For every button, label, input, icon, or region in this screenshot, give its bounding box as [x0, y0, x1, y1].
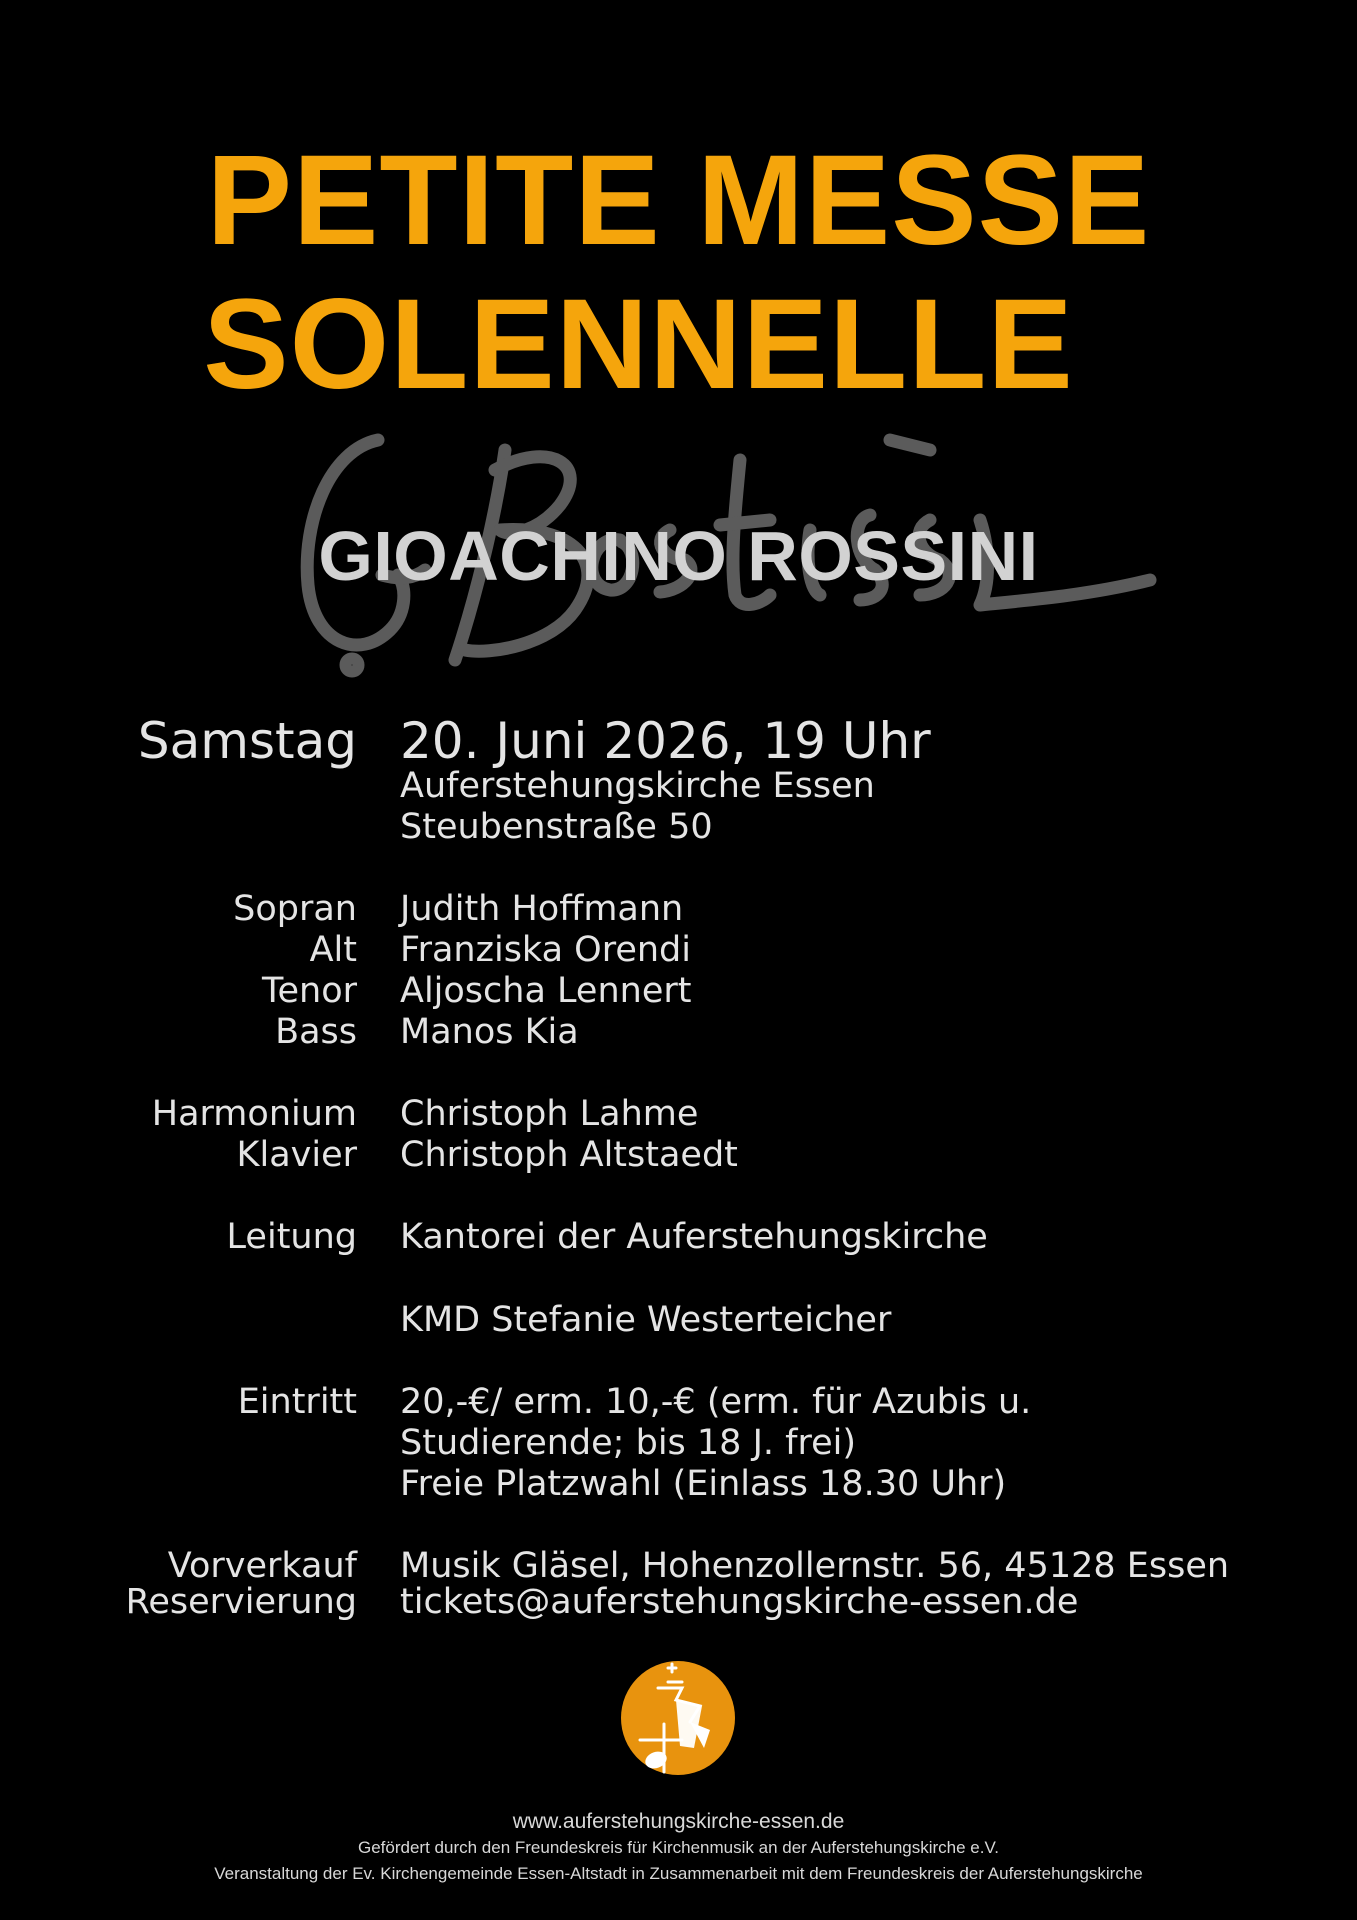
footer-sponsor: Gefördert durch den Freundeskreis für Kirchenmusik an der Auferstehungskirche e.V.: [358, 1838, 999, 1857]
role-label-harmonium: Harmonium: [151, 1094, 357, 1134]
soloist-bass: Manos Kia: [400, 1012, 579, 1052]
church-music-logo-icon: [620, 1660, 736, 1776]
presale-label: Vorverkauf: [167, 1546, 357, 1586]
choir-name: Kantorei der Auferstehungskirche: [400, 1217, 988, 1257]
soloist-alto: Franziska Orendi: [400, 930, 691, 970]
title-line-2: SOLENNELLE: [203, 273, 1074, 416]
player-piano: Christoph Altstaedt: [400, 1135, 738, 1175]
player-harmonium: Christoph Lahme: [400, 1094, 699, 1134]
reservation-label: Reservierung: [125, 1582, 357, 1622]
event-day: Samstag: [137, 712, 357, 770]
role-label-alto: Alt: [309, 930, 357, 970]
soloist-tenor: Aljoscha Lennert: [400, 971, 692, 1011]
footer-organizer: Veranstaltung der Ev. Kirchengemeinde Essen-Altstadt in Zusammenarbeit mit dem Freundeskreis der Auferstehungskirche: [214, 1864, 1143, 1883]
title-line-1: PETITE MESSE: [206, 129, 1151, 272]
event-address: Steubenstraße 50: [400, 807, 713, 847]
reservation-email: tickets@auferstehungskirche-essen.de: [400, 1582, 1079, 1622]
role-label-soprano: Sopran: [233, 889, 357, 929]
presale-value: Musik Gläsel, Hohenzollernstr. 56, 45128 Essen: [400, 1546, 1230, 1586]
event-datetime: 20. Juni 2026, 19 Uhr: [400, 712, 931, 770]
admission-line-1: 20,-€/ erm. 10,-€ (erm. für Azubis u.: [400, 1382, 1032, 1422]
admission-label: Eintritt: [237, 1382, 357, 1422]
conductor-name: KMD Stefanie Westerteicher: [400, 1300, 892, 1340]
role-label-tenor: Tenor: [262, 971, 357, 1011]
admission-line-3: Freie Platzwahl (Einlass 18.30 Uhr): [400, 1464, 1007, 1504]
composer-name: GIOACHINO ROSSINI: [318, 517, 1039, 595]
footer-website: www.auferstehungskirche-essen.de: [512, 1810, 845, 1833]
role-label-piano: Klavier: [236, 1135, 357, 1175]
event-venue: Auferstehungskirche Essen: [400, 766, 875, 806]
soloist-soprano: Judith Hoffmann: [400, 889, 684, 929]
admission-line-2: Studierende; bis 18 J. frei): [400, 1423, 856, 1463]
role-label-bass: Bass: [275, 1012, 357, 1052]
direction-label: Leitung: [226, 1217, 357, 1257]
